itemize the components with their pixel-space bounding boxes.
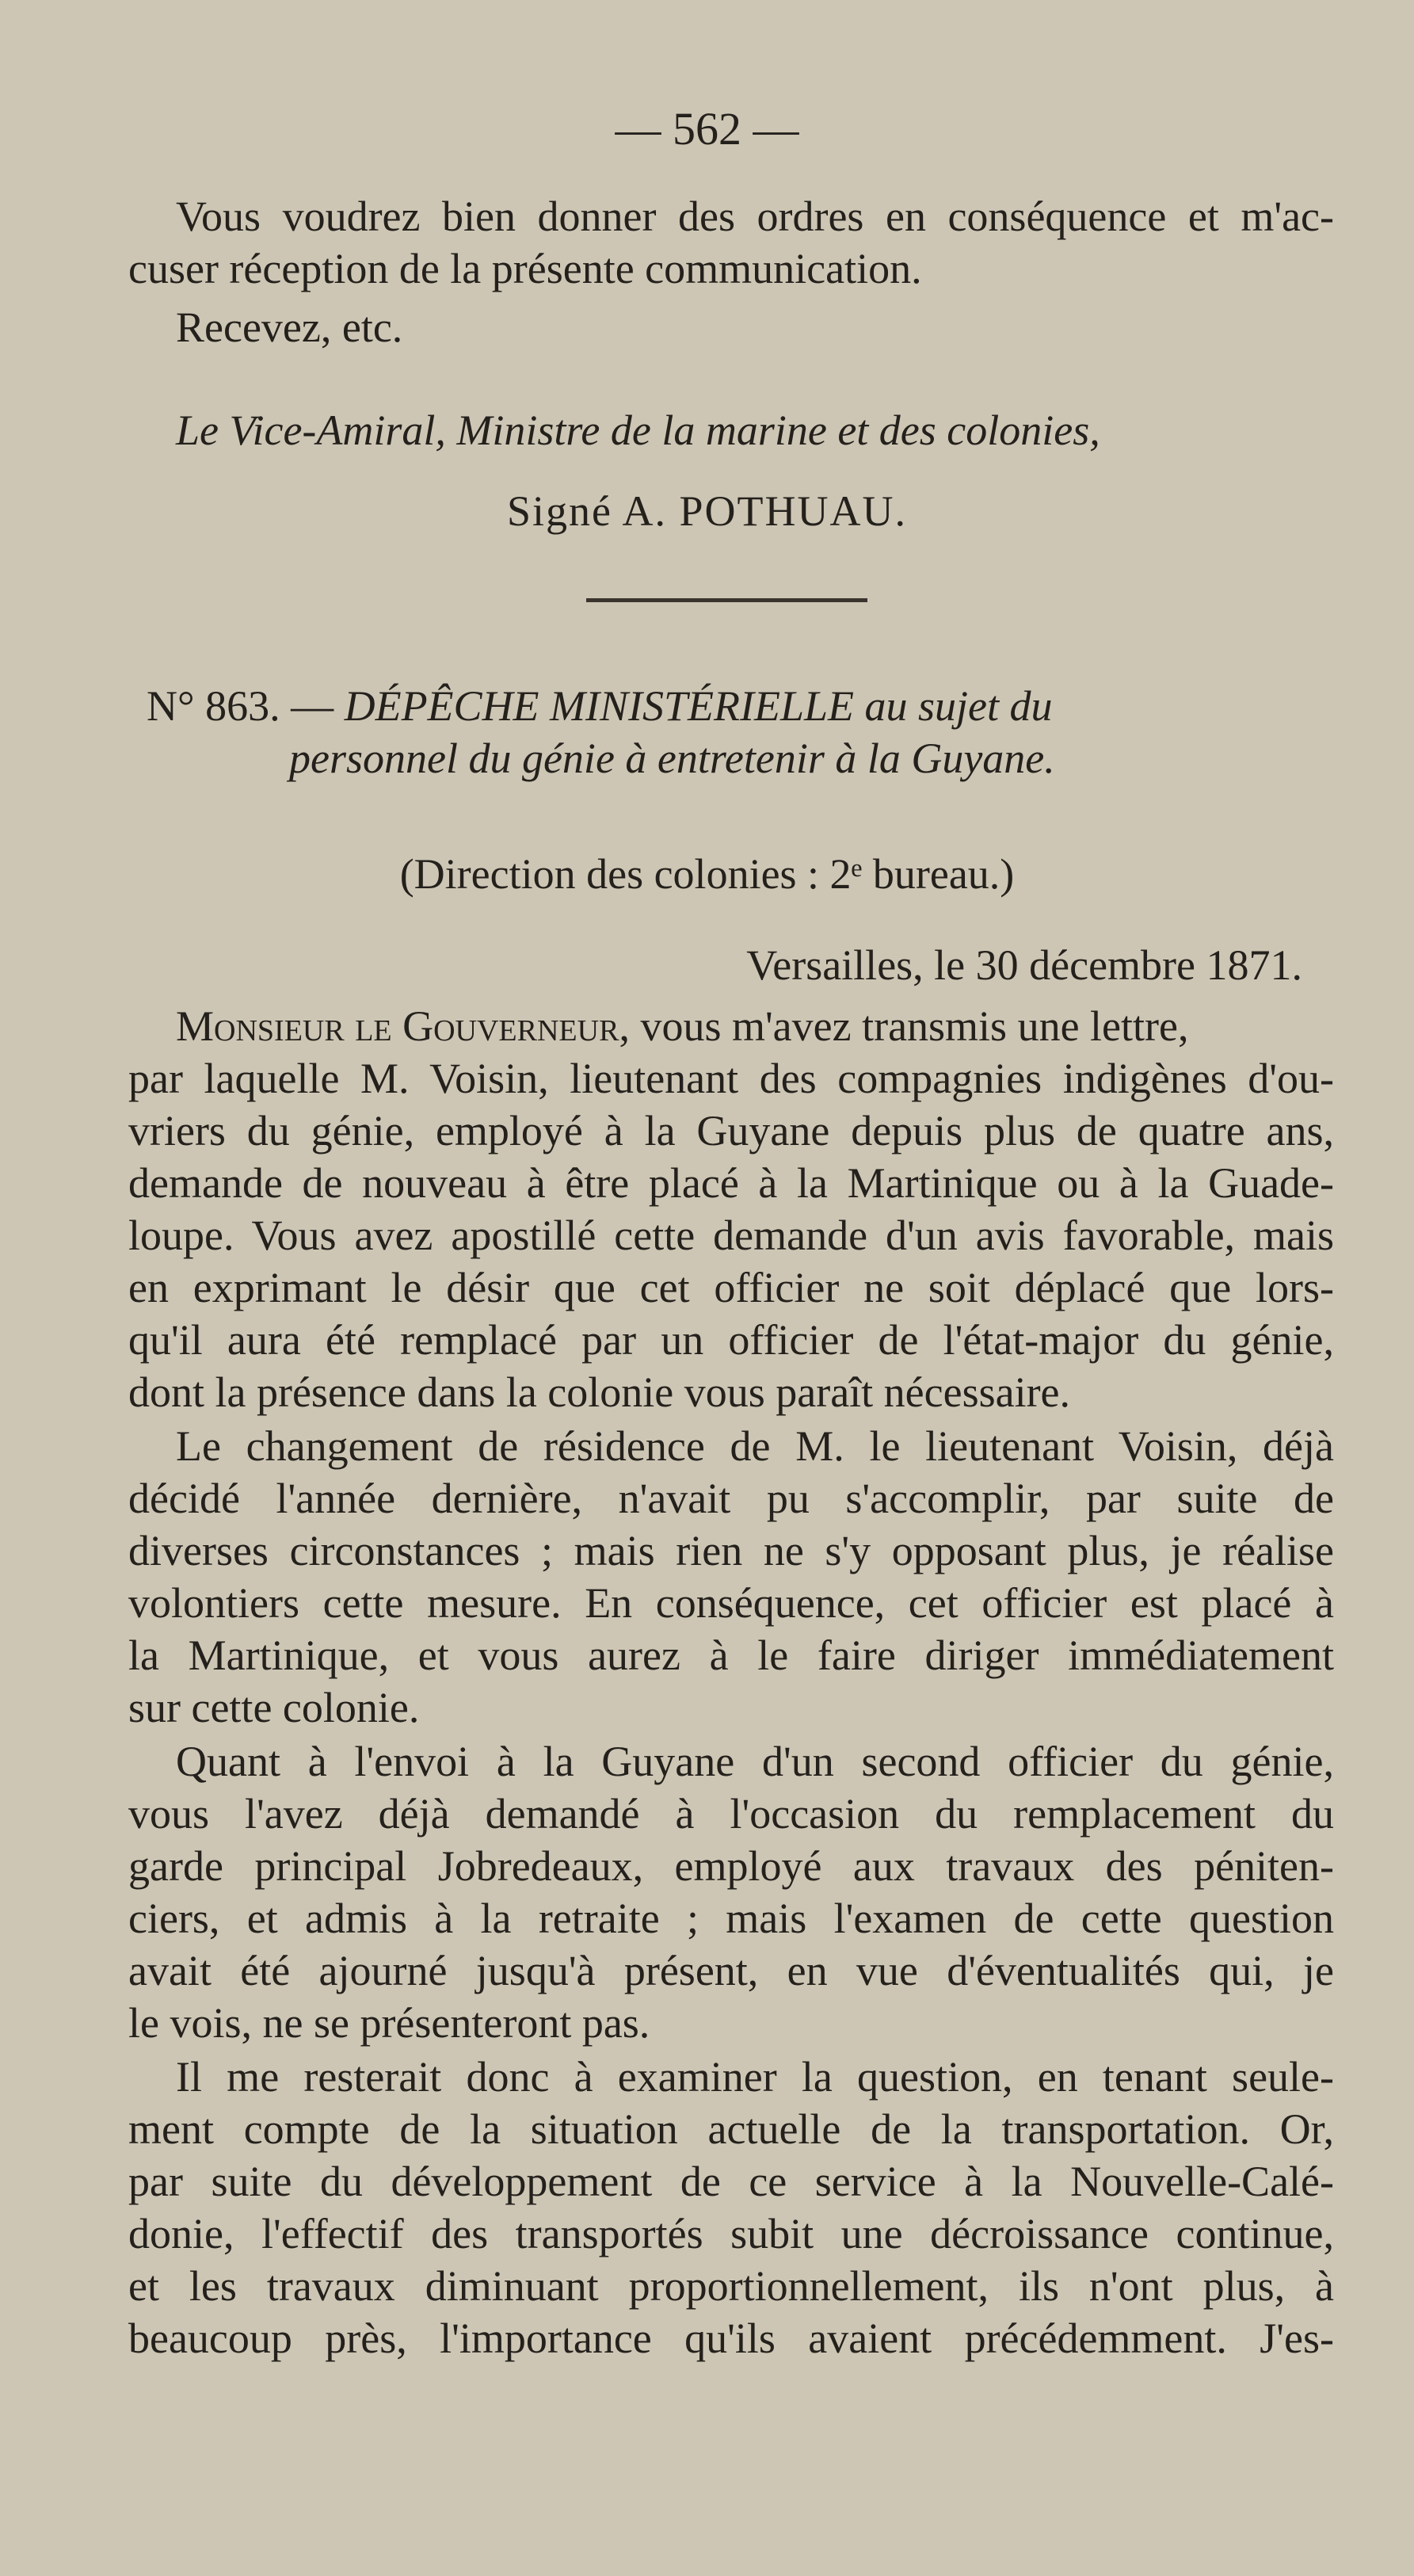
paragraph-2-line-3: diverses circonstances ; mais rien ne s'y opposant plus, je réalise: [128, 1527, 1334, 1574]
dispatch-title-part-2: personnel du génie à entretenir à la Guyane.: [289, 735, 1055, 782]
paragraph-2-line-1: Le changement de résidence de M. le lieutenant Voisin, déjà: [176, 1422, 1334, 1470]
paragraph-1-line-3: vriers du génie, employé à la Guyane depuis plus de quatre ans,: [128, 1107, 1334, 1154]
section-divider: [586, 598, 867, 602]
closing-line-2: cuser réception de la présente communication.: [128, 245, 922, 292]
paragraph-3-line-1: Quant à l'envoi à la Guyane d'un second officier du génie,: [176, 1738, 1334, 1785]
paragraph-1-line-5: loupe. Vous avez apostillé cette demande d'un avis favorable, mais: [128, 1212, 1334, 1259]
salutation: Recevez, etc.: [176, 303, 403, 351]
direction-line: (Direction des colonies : 2ᵉ bureau.): [399, 850, 1015, 898]
dateline: Versailles, le 30 décembre 1871.: [746, 941, 1302, 989]
paragraph-2-line-2: décidé l'année dernière, n'avait pu s'accomplir, par suite de: [128, 1475, 1334, 1522]
paragraph-3-line-5: avait été ajourné jusqu'à présent, en vue d'éventualités qui, je: [128, 1947, 1334, 1994]
signatory-title: Le Vice-Amiral, Ministre de la marine et des colonies,: [176, 406, 1100, 454]
paragraph-4-line-4: donie, l'effectif des transportés subit une décroissance continue,: [128, 2210, 1334, 2257]
paragraph-4-line-5: et les travaux diminuant proportionnellement, ils n'ont plus, à: [128, 2262, 1334, 2310]
paragraph-4-line-2: ment compte de la situation actuelle de la transportation. Or,: [128, 2105, 1334, 2153]
paragraph-1-line-1: Monsieur le Gouverneur, vous m'avez transmis une lettre,: [176, 1002, 1189, 1050]
dispatch-heading-line-1: [147, 680, 1053, 732]
paragraph-3-line-3: garde principal Jobredeaux, employé aux travaux des péniten-: [128, 1842, 1334, 1890]
paragraph-2-line-6: sur cette colonie.: [128, 1684, 420, 1731]
paragraph-1-line-4: demande de nouveau à être placé à la Martinique ou à la Guade-: [128, 1159, 1334, 1207]
page-number: — 562 —: [615, 103, 799, 155]
signature: Signé A. POTHUAU.: [506, 487, 908, 535]
paragraph-4-line-1: Il me resterait donc à examiner la question, en tenant seule-: [176, 2053, 1334, 2101]
paragraph-1-line-8: dont la présence dans la colonie vous paraît nécessaire.: [128, 1368, 1071, 1416]
paragraph-4-line-6: beaucoup près, l'importance qu'ils avaient précédemment. J'es-: [128, 2315, 1334, 2362]
paragraph-1-line-7: qu'il aura été remplacé par un officier de l'état-major du génie,: [128, 1316, 1334, 1364]
paragraph-1-line-2: par laquelle M. Voisin, lieutenant des compagnies indigènes d'ou-: [128, 1055, 1334, 1102]
paragraph-1-line-6: en exprimant le désir que cet officier ne soit déplacé que lors-: [128, 1264, 1334, 1311]
paragraph-3-line-6: le vois, ne se présenteront pas.: [128, 1999, 650, 2047]
paragraph-2-line-5: la Martinique, et vous aurez à le faire diriger immédiatement: [128, 1631, 1334, 1679]
paragraph-4-line-3: par suite du développement de ce service à la Nouvelle-Calé-: [128, 2158, 1334, 2205]
closing-line-1: Vous voudrez bien donner des ordres en conséquence et m'ac-: [176, 193, 1334, 240]
paragraph-3-line-2: vous l'avez déjà demandé à l'occasion du remplacement du: [128, 1790, 1334, 1838]
dispatch-number: N° 863. —: [147, 682, 345, 730]
paragraph-3-line-4: ciers, et admis à la retraite ; mais l'examen de cette question: [128, 1895, 1334, 1942]
paragraph-2-line-4: volontiers cette mesure. En conséquence, cet officier est placé à: [128, 1579, 1334, 1627]
dispatch-title-part-1: DÉPÊCHE MINISTÉRIELLE au sujet du: [344, 682, 1053, 730]
salutation-smallcaps: Monsieur le Gouverneur: [176, 1002, 619, 1050]
